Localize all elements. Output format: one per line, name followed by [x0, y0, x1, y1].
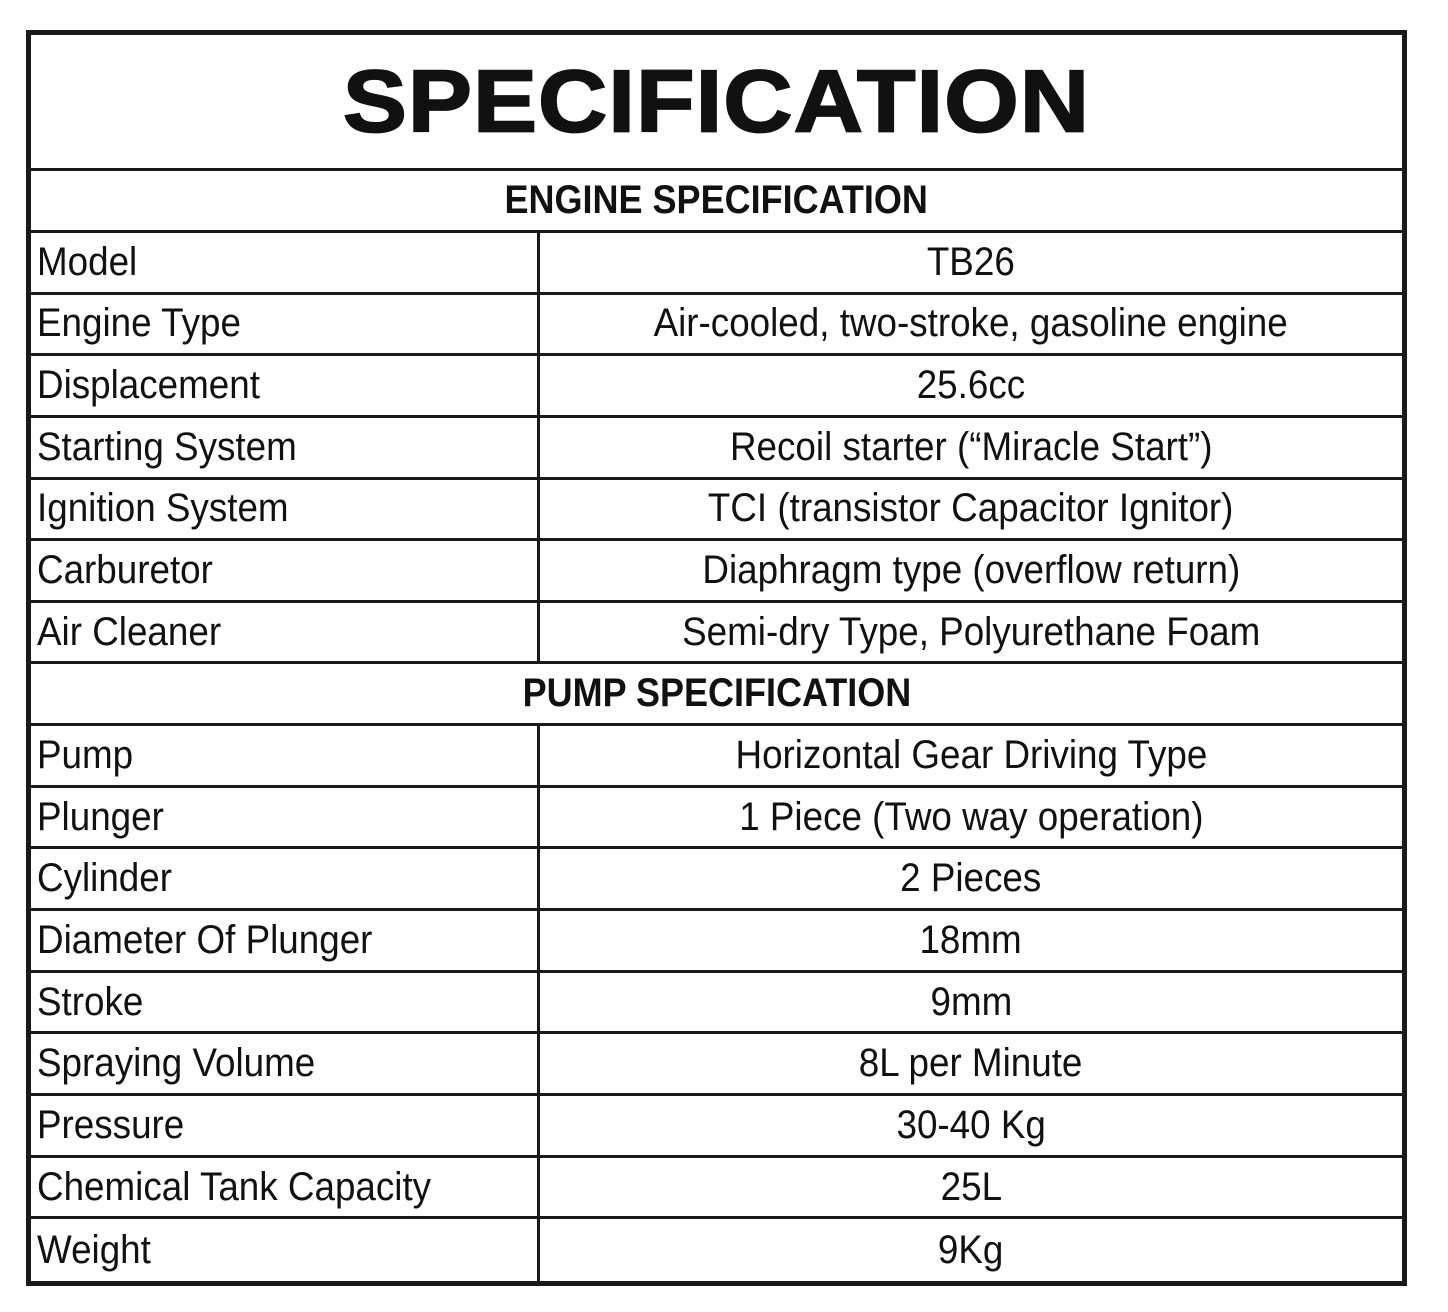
spec-label-text: Engine Type	[37, 301, 241, 346]
spec-value	[540, 541, 1402, 600]
spec-value-text: 9mm	[930, 979, 1012, 1024]
table-row	[31, 1096, 1402, 1158]
spec-value-text: 30-40 Kg	[896, 1102, 1046, 1147]
spec-value-text: 2 Pieces	[900, 856, 1042, 901]
table-row	[31, 356, 1402, 418]
spec-value	[540, 911, 1402, 970]
spec-value	[540, 788, 1402, 847]
spec-label-text: Weight	[37, 1227, 151, 1272]
table-row	[31, 973, 1402, 1035]
spec-label-text: Spraying Volume	[37, 1041, 316, 1086]
engine-section-header	[31, 171, 1402, 233]
spec-label-text: Starting System	[37, 424, 297, 469]
spec-value	[540, 1096, 1402, 1155]
spec-label	[31, 911, 540, 970]
spec-label	[31, 788, 540, 847]
table-row	[31, 418, 1402, 480]
spec-label-text: Carburetor	[37, 547, 213, 592]
spec-label-text: Model	[37, 239, 138, 284]
spec-label	[31, 1158, 540, 1217]
spec-value-text: TB26	[927, 239, 1015, 284]
spec-value	[540, 480, 1402, 539]
spec-label-text: Chemical Tank Capacity	[37, 1164, 432, 1209]
spec-value-text: Air-cooled, two-stroke, gasoline engine	[653, 301, 1289, 346]
spec-label	[31, 418, 540, 477]
spec-label	[31, 1219, 540, 1281]
spec-label	[31, 973, 540, 1032]
spec-value	[540, 849, 1402, 908]
spec-label	[31, 1096, 540, 1155]
table-row	[31, 603, 1402, 665]
spec-value	[540, 603, 1402, 662]
title-row	[31, 35, 1402, 171]
spec-label	[31, 541, 540, 600]
table-row	[31, 1034, 1402, 1096]
spec-label	[31, 1034, 540, 1093]
spec-value-text: 25.6cc	[916, 363, 1026, 408]
table-row	[31, 541, 1402, 603]
spec-label-text: Pump	[37, 732, 134, 777]
table-row	[31, 849, 1402, 911]
spec-value-text: 8L per Minute	[859, 1041, 1083, 1086]
spec-value	[540, 418, 1402, 477]
spec-label	[31, 849, 540, 908]
table-row	[31, 1219, 1402, 1281]
pump-section-header	[31, 664, 1402, 726]
spec-value-text: Horizontal Gear Driving Type	[735, 732, 1207, 777]
spec-value-text: Semi-dry Type, Polyurethane Foam	[681, 609, 1261, 654]
table-row	[31, 911, 1402, 973]
page-title: SPECIFICATION	[342, 51, 1091, 151]
spec-value-text: Diaphragm type (overflow return)	[702, 547, 1240, 592]
specification-table	[26, 30, 1407, 1286]
spec-value-text: 25L	[940, 1164, 1002, 1209]
table-row	[31, 1158, 1402, 1220]
spec-label-text: Plunger	[37, 794, 164, 839]
spec-label-text: Diameter Of Plunger	[37, 917, 373, 962]
spec-value-text: TCI (transistor Capacitor Ignitor)	[708, 486, 1234, 531]
spec-label-text: Displacement	[37, 363, 260, 408]
spec-value-text: 9Kg	[938, 1227, 1004, 1272]
spec-value	[540, 233, 1402, 292]
spec-value-text: 1 Piece (Two way operation)	[738, 794, 1204, 839]
spec-label	[31, 726, 540, 785]
spec-value	[540, 973, 1402, 1032]
spec-value	[540, 726, 1402, 785]
spec-label-text: Pressure	[37, 1102, 185, 1147]
spec-label	[31, 233, 540, 292]
table-row	[31, 480, 1402, 542]
spec-label-text: Ignition System	[37, 486, 289, 531]
engine-section-title: ENGINE SPECIFICATION	[504, 178, 929, 223]
pump-section-title: PUMP SPECIFICATION	[522, 671, 911, 716]
spec-label-text: Stroke	[37, 979, 144, 1024]
spec-value-text: Recoil starter (“Miracle Start”)	[729, 424, 1213, 469]
table-row	[31, 233, 1402, 295]
spec-label	[31, 356, 540, 415]
spec-label	[31, 603, 540, 662]
spec-value	[540, 1034, 1402, 1093]
spec-label	[31, 480, 540, 539]
table-row	[31, 295, 1402, 357]
table-row	[31, 726, 1402, 788]
spec-value	[540, 1219, 1402, 1281]
spec-value	[540, 356, 1402, 415]
spec-value	[540, 295, 1402, 354]
spec-label-text: Air Cleaner	[37, 609, 222, 654]
spec-value	[540, 1158, 1402, 1217]
spec-value-text: 18mm	[919, 917, 1023, 962]
spec-label-text: Cylinder	[37, 856, 172, 901]
table-row	[31, 788, 1402, 850]
spec-label	[31, 295, 540, 354]
